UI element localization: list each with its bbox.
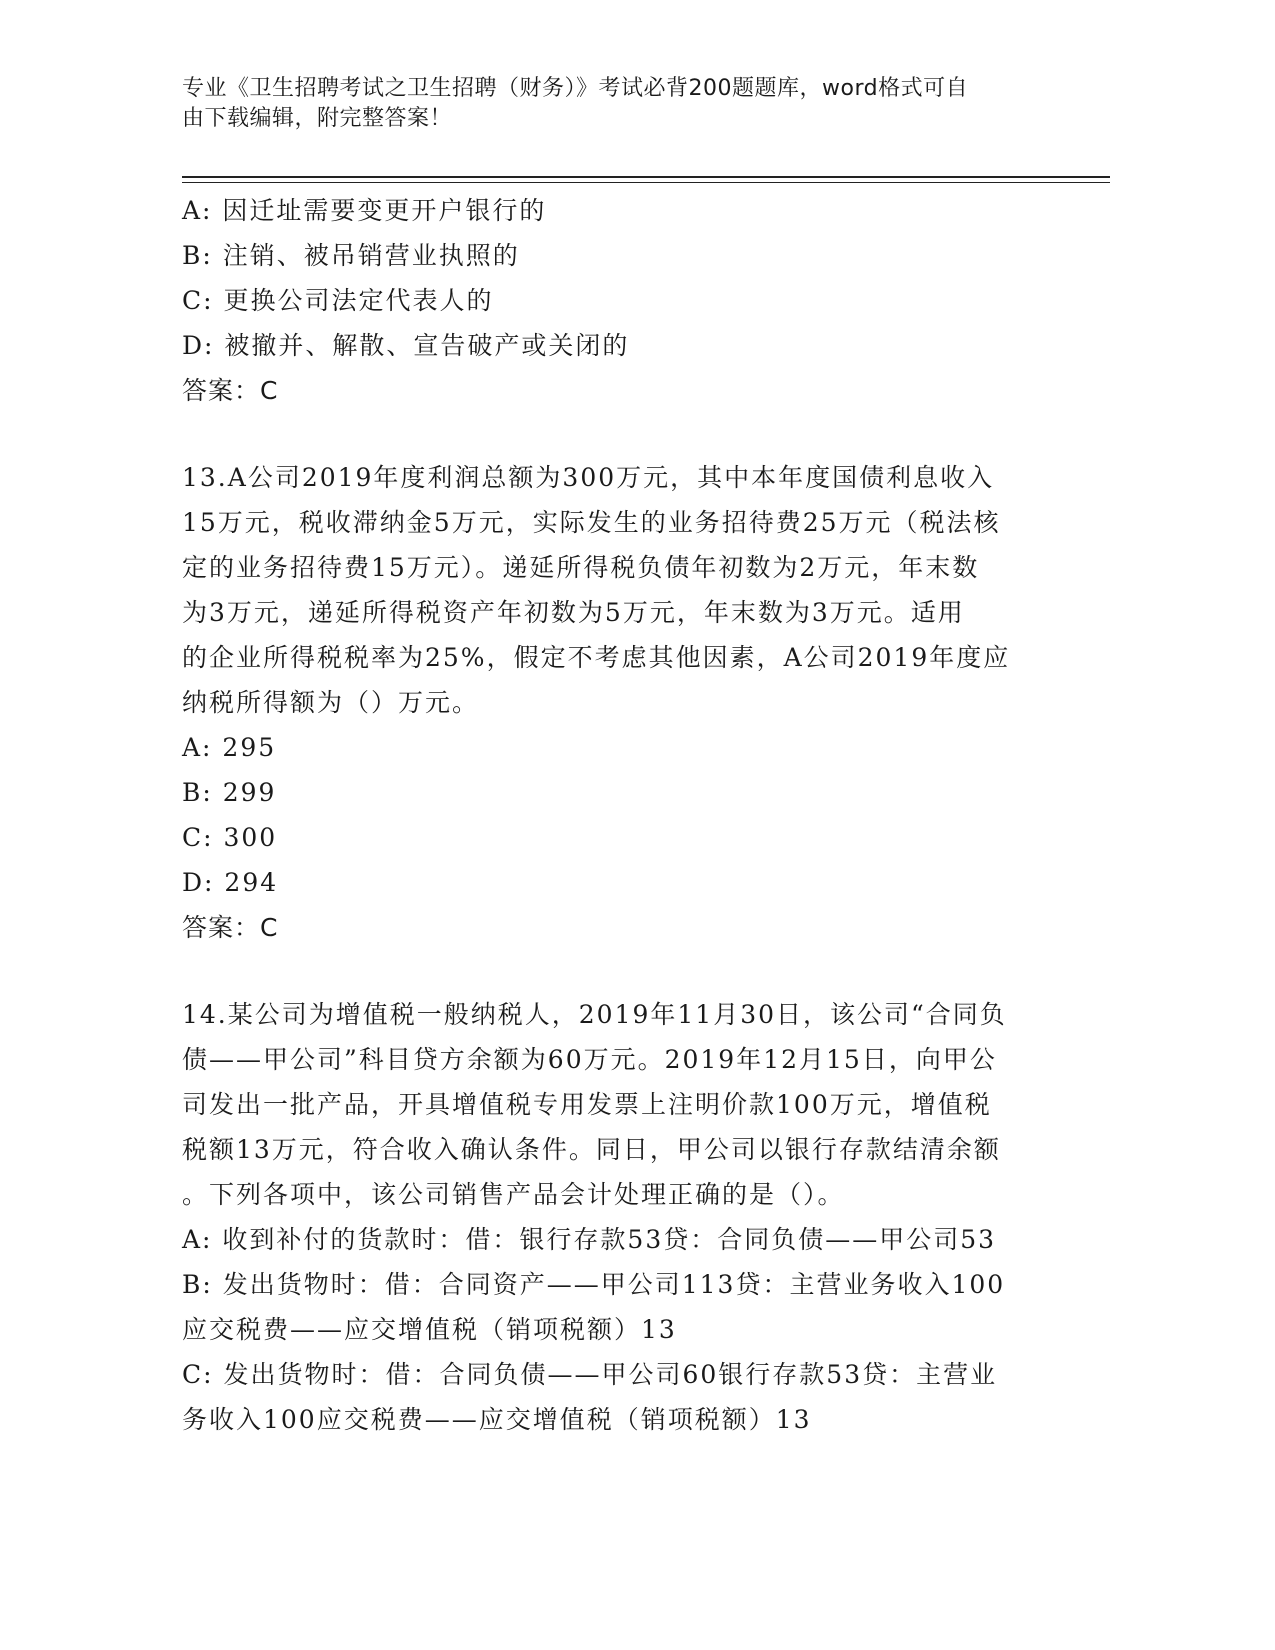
q13-text-line: 纳税所得额为（）万元。	[182, 688, 480, 717]
q13-text-line: 15万元，税收滞纳金5万元，实际发生的业务招待费25万元（税法核	[182, 508, 1001, 537]
q14-text-line: 。下列各项中，该公司销售产品会计处理正确的是（）。	[182, 1180, 845, 1209]
q13-option-c: C: 300	[182, 823, 278, 852]
q12-option-b: B: 注销、被吊销营业执照的	[182, 241, 520, 270]
q13-text-line: 的企业所得税税率为25%，假定不考虑其他因素，A公司2019年度应	[182, 643, 1011, 672]
spacer	[182, 950, 1062, 992]
header-divider-thin	[182, 182, 1110, 183]
q12-option-a: A: 因迁址需要变更开户银行的	[182, 196, 547, 225]
q12-option-d: D: 被撤并、解散、宣告破产或关闭的	[182, 331, 630, 360]
q14-option-a: A: 收到补付的货款时：借：银行存款53贷：合同负债——甲公司53	[182, 1225, 997, 1254]
q13-option-b: B: 299	[182, 778, 277, 807]
header-line-2: 由下载编辑，附完整答案！	[182, 106, 453, 131]
q13-text-line: 定的业务招待费15万元）。递延所得税负债年初数为2万元，年末数	[182, 553, 980, 582]
spacer	[182, 413, 1062, 455]
q13-option-d: D: 294	[182, 868, 279, 897]
q12-answer: 答案：C	[182, 376, 279, 405]
question-14	[182, 992, 1062, 1442]
question-12	[182, 188, 1062, 413]
q14-option-b-continued: 应交税费——应交增值税（销项税额）13	[182, 1315, 677, 1344]
q14-text-line: 债——甲公司”科目贷方余额为60万元。2019年12月15日，向甲公	[182, 1045, 997, 1074]
document-header	[182, 74, 1062, 134]
q14-text-line: 司发出一批产品，开具增值税专用发票上注明价款100万元，增值税	[182, 1090, 992, 1119]
q13-answer: 答案：C	[182, 913, 279, 942]
q14-option-b: B: 发出货物时：借：合同资产——甲公司113贷：主营业务收入100	[182, 1270, 1006, 1299]
q13-text-line: 为3万元，递延所得税资产年初数为5万元，年末数为3万元。适用	[182, 598, 965, 627]
q12-option-c: C: 更换公司法定代表人的	[182, 286, 494, 315]
q13-option-a: A: 295	[182, 733, 277, 762]
q14-option-c: C: 发出货物时：借：合同负债——甲公司60银行存款53贷：主营业	[182, 1360, 998, 1389]
q14-text-line: 税额13万元，符合收入确认条件。同日，甲公司以银行存款结清余额	[182, 1135, 1001, 1164]
question-content	[182, 188, 1062, 1442]
q14-option-c-continued: 务收入100应交税费——应交增值税（销项税额）13	[182, 1405, 812, 1434]
question-13	[182, 455, 1062, 950]
q13-text-line: 13.A公司2019年度利润总额为300万元，其中本年度国债利息收入	[182, 463, 995, 492]
header-line-1: 专业《卫生招聘考试之卫生招聘（财务）》考试必背200题题库，word格式可自	[182, 76, 969, 101]
q14-text-line: 14.某公司为增值税一般纳税人，2019年11月30日，该公司“合同负	[182, 1000, 1007, 1029]
header-divider-thick	[182, 176, 1110, 178]
